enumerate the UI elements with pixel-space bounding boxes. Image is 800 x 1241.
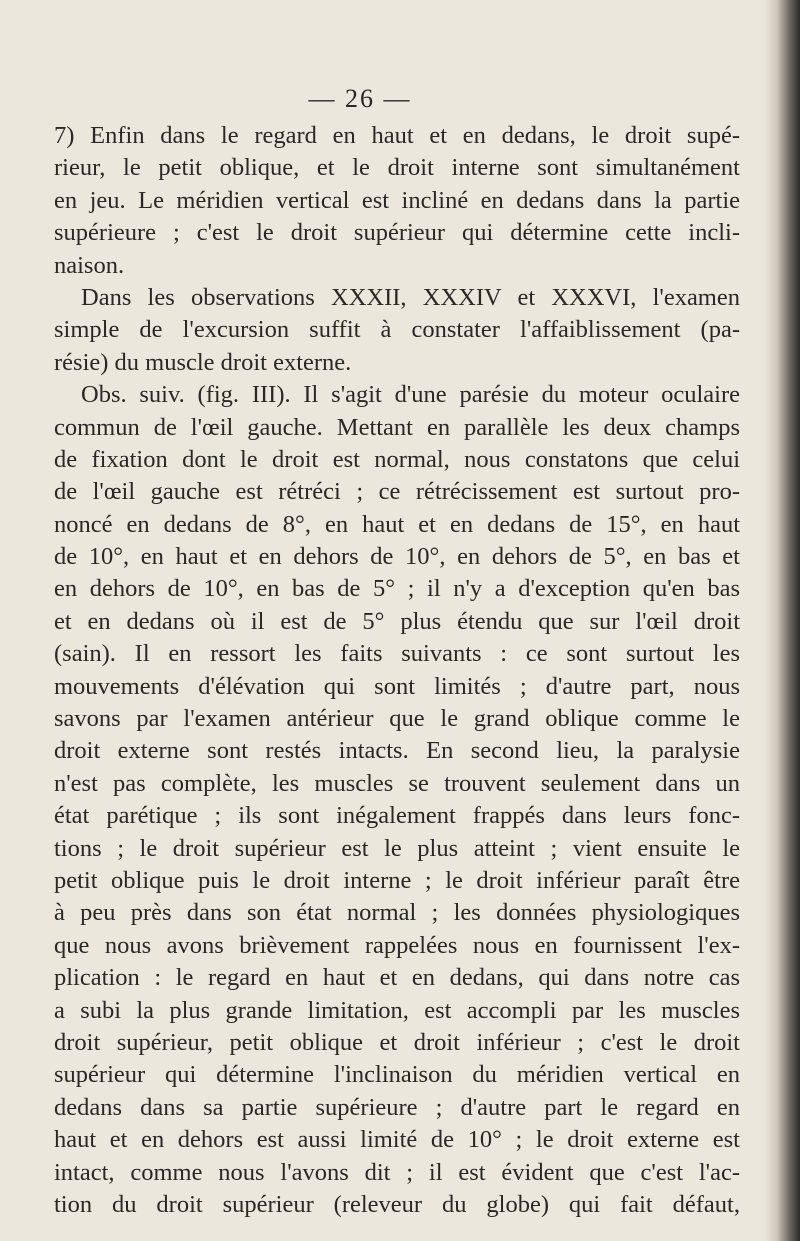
text-line: supérieure ; c'est le droit supérieur qui détermine cette incli- <box>54 219 740 247</box>
text-line: supérieur qui détermine l'inclinaison du méridien vertical en <box>54 1061 740 1089</box>
text-line: de fixation dont le droit est normal, nous constatons que celui <box>54 445 740 473</box>
text-line: simple de l'excursion suffit à constater l'affaiblissement (pa- <box>54 316 740 344</box>
text-line: résie) du muscle droit externe. <box>54 348 352 376</box>
text-line: en dehors de 10°, en bas de 5° ; il n'y a d'exception qu'en bas <box>54 575 740 603</box>
text-line: en jeu. Le méridien vertical est incliné en dedans dans la partie <box>54 186 740 214</box>
text-line: et en dedans où il est de 5° plus étendu que sur l'œil droit <box>54 607 740 635</box>
text-line: dedans dans sa partie supérieure ; d'autre part le regard en <box>54 1093 740 1121</box>
text-line: haut et en dehors est aussi limité de 10° ; le droit externe est <box>54 1126 740 1154</box>
body-text <box>54 120 740 1221</box>
text-line: tions ; le droit supérieur est le plus atteint ; vient ensuite le <box>54 834 740 862</box>
text-line: naison. <box>54 251 125 279</box>
text-line: 7) Enfin dans le regard en haut et en dedans, le droit supé- <box>54 122 740 149</box>
text-line: noncé en dedans de 8°, en haut et en dedans de 15°, en haut <box>54 510 740 538</box>
page-number: — 26 — <box>308 84 412 113</box>
text-line: droit externe sont restés intacts. En second lieu, la paralysie <box>54 737 740 765</box>
text-line: mouvements d'élévation qui sont limités ; d'autre part, nous <box>54 672 740 700</box>
page-binding-edge <box>764 0 800 1241</box>
text-line: petit oblique puis le droit interne ; le droit inférieur paraît être <box>54 866 740 894</box>
text-line: de l'œil gauche est rétréci ; ce rétrécissement est surtout pro- <box>54 478 740 506</box>
text-line: à peu près dans son état normal ; les données physiologiques <box>54 899 740 927</box>
text-line: Obs. suiv. (fig. III). Il s'agit d'une parésie du moteur oculaire <box>81 381 740 409</box>
text-line: de 10°, en haut et en dehors de 10°, en dehors de 5°, en bas et <box>54 543 740 571</box>
text-line: droit supérieur, petit oblique et droit inférieur ; c'est le droit <box>54 1028 740 1056</box>
text-line: savons par l'examen antérieur que le grand oblique comme le <box>54 705 740 733</box>
text-line: tion du droit supérieur (releveur du globe) qui fait défaut, <box>54 1190 740 1218</box>
text-line: n'est pas complète, les muscles se trouvent seulement dans un <box>54 769 740 797</box>
text-line: intact, comme nous l'avons dit ; il est évident que c'est l'ac- <box>54 1158 740 1186</box>
text-line: état parétique ; ils sont inégalement frappés dans leurs fonc- <box>54 802 740 830</box>
text-line: commun de l'œil gauche. Mettant en parallèle les deux champs <box>54 413 740 441</box>
text-line: a subi la plus grande limitation, est accompli par les muscles <box>54 996 740 1024</box>
text-line: rieur, le petit oblique, et le droit interne sont simultanément <box>54 154 740 182</box>
text-line: (sain). Il en ressort les faits suivants : ce sont surtout les <box>54 640 740 668</box>
text-line: que nous avons brièvement rappelées nous en fournissent l'ex- <box>54 931 740 959</box>
text-line: Dans les observations XXXII, XXXIV et XXXVI, l'examen <box>81 283 740 311</box>
text-line: plication : le regard en haut et en dedans, qui dans notre cas <box>54 964 740 992</box>
